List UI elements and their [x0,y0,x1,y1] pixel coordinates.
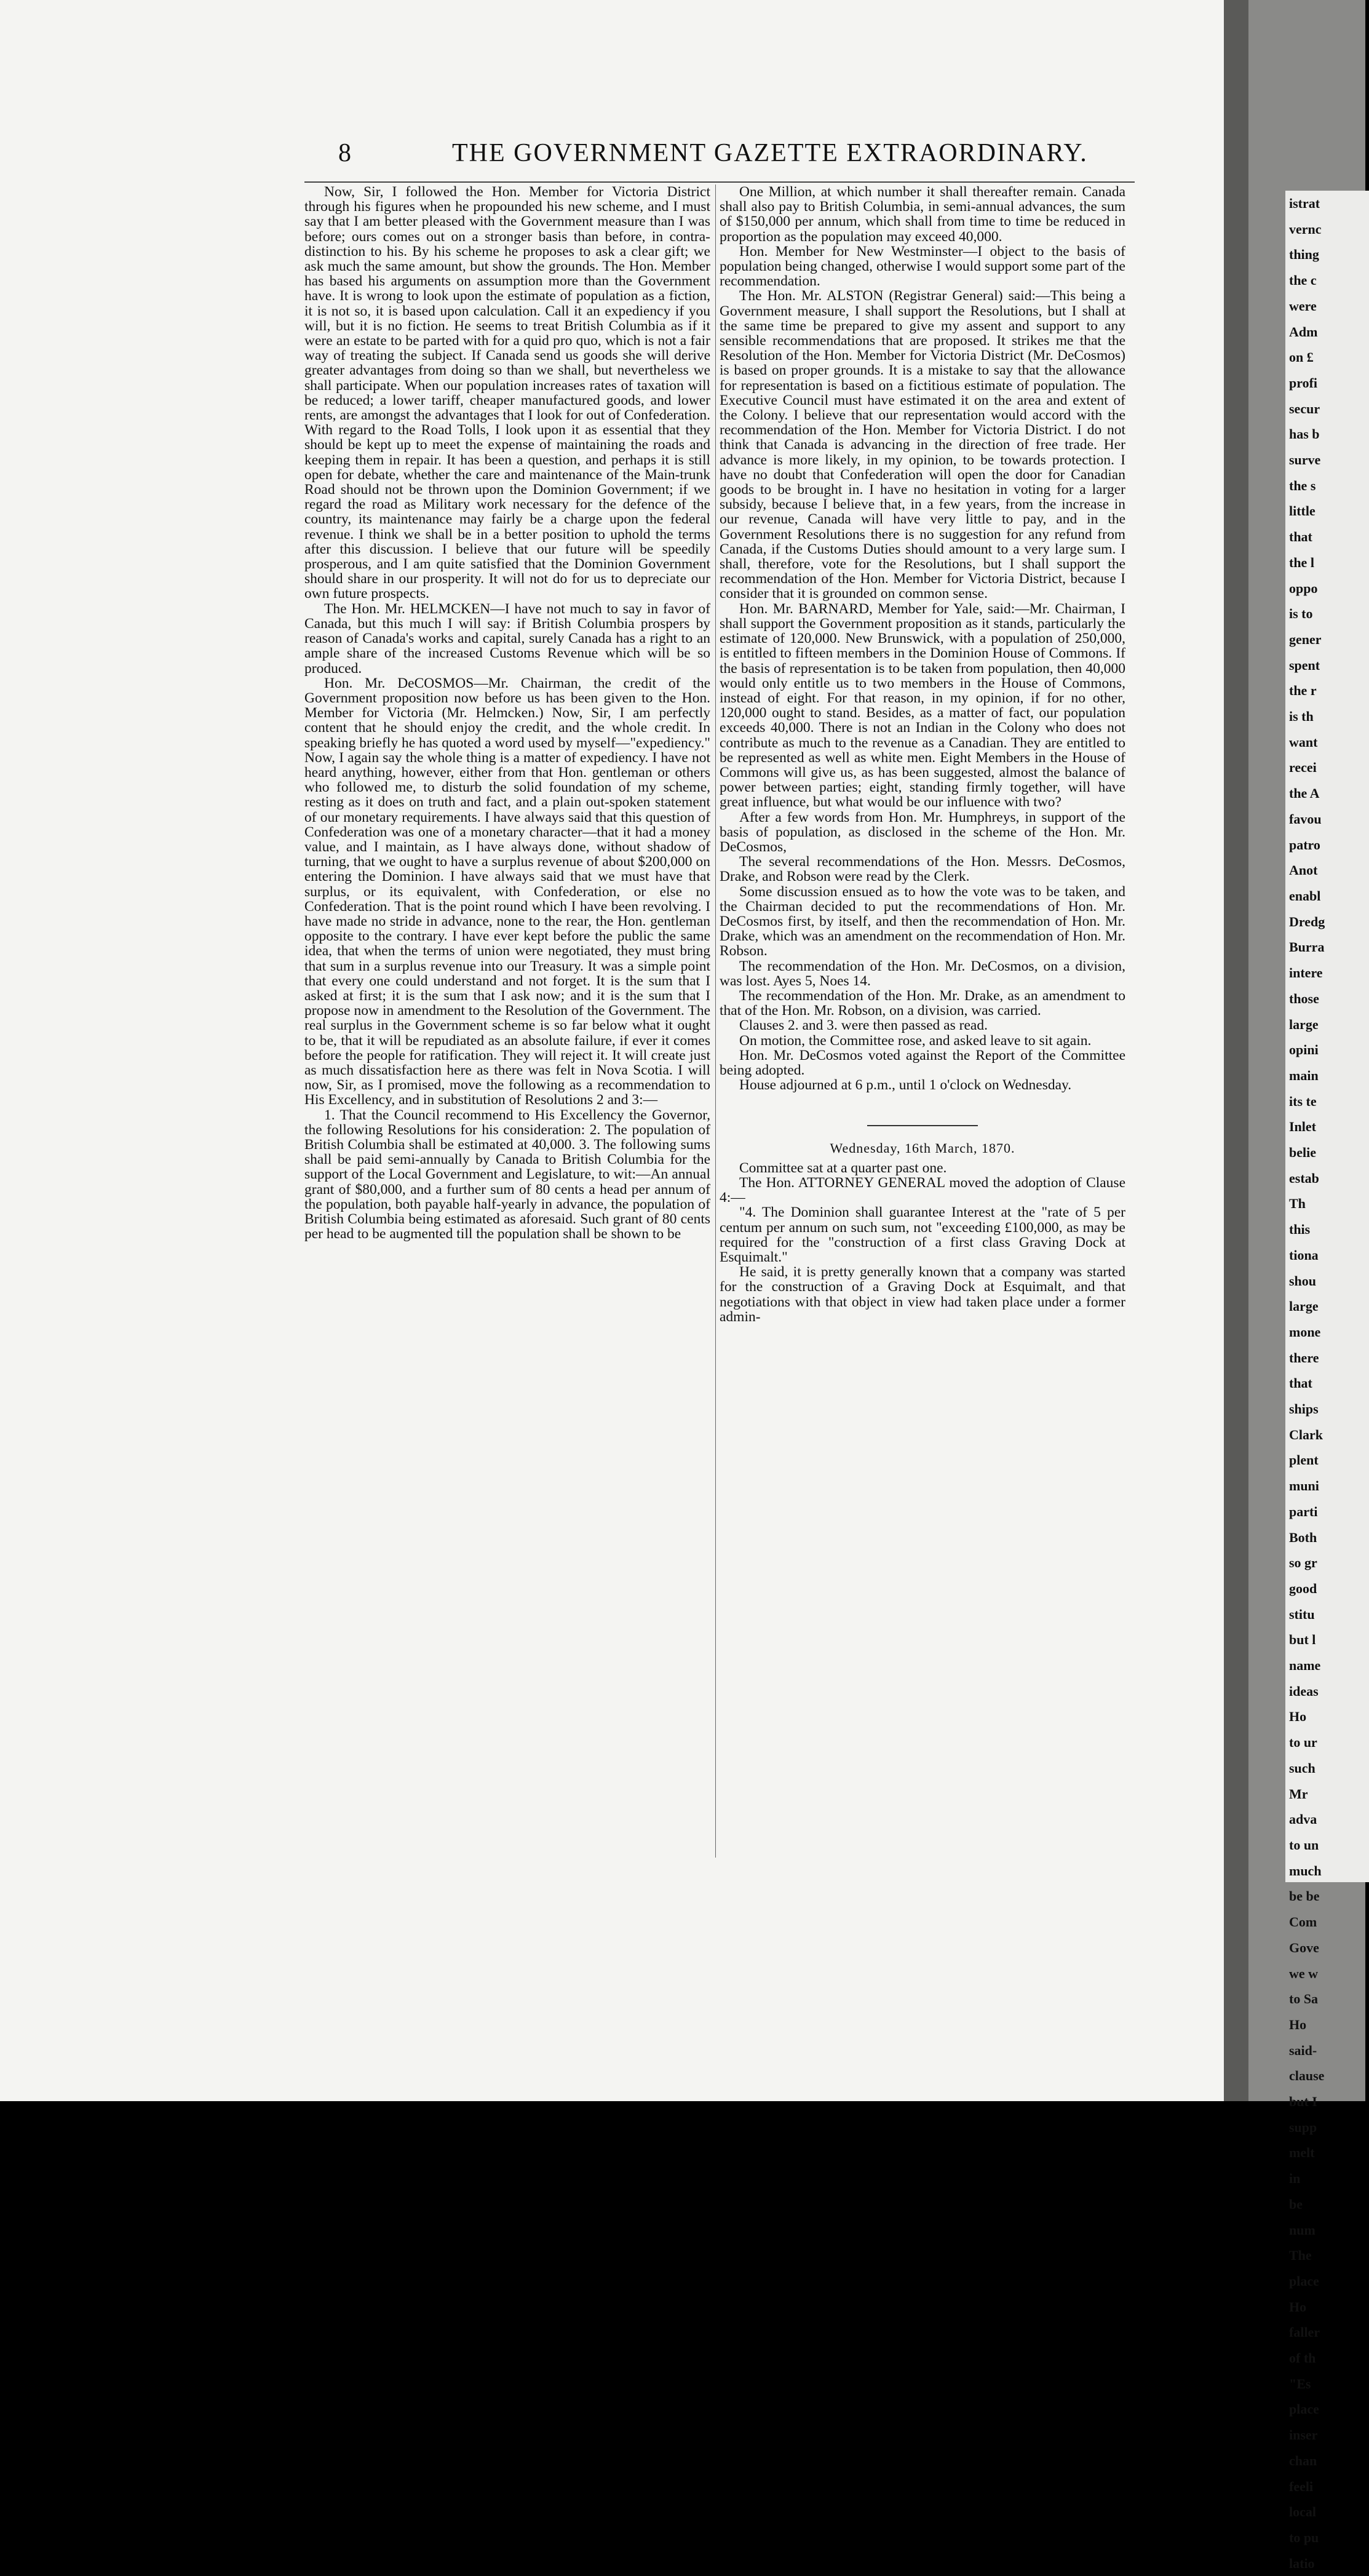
adjacent-text-fragment: said- [1289,2042,1317,2058]
adjacent-text-fragment: spent [1289,657,1320,673]
adjacent-text-fragment: Ho [1289,2016,1307,2032]
adjacent-text-fragment: be be [1289,1888,1320,1904]
adjacent-text-fragment: feeli [1289,2478,1314,2494]
column-divider [715,185,716,1858]
paragraph: Hon. Mr. BARNARD, Member for Yale, said:—Mr. Chairman, I shall support the Government proposition as it stands, particularly the estimate of 120,000. New Brunswick, with a population of 250,000, is entitled to fifteen members in the Dominion House of Commons. If the basis of representation is to be taken from population, then 40,000 would only entitle us to two members in the House of Commons, instead of eight. For that reason, in my opinion, if for no other, 120,000 ought to stand. Besides, as a matter of fact, our population exceeds 40,000. There is not an Indian in the Colony who does not contribute as much to the revenue as a Canadian. They are entitled to be represented as well as white men. Eight Members in the House of Commons will give us, as has been suggested, almost the balance of power between parties; eight, standing firmly together, will have great influence, but what would be our influence with two? [720,600,1125,811]
adjacent-text-fragment: ships [1289,1401,1319,1417]
adjacent-text-fragment: of th [1289,2350,1316,2366]
adjacent-text-fragment: good [1289,1580,1317,1596]
adjacent-text-fragment: Burra [1289,939,1325,955]
paragraph: The recommendation of the Hon. Mr. DeCosmos, on a division, was lost. Ayes 5, Noes 14. [720,958,1125,989]
adjacent-text-fragment: "Es [1289,2375,1311,2391]
adjacent-text-fragment: chan [1289,2452,1317,2468]
paragraph: He said, it is pretty generally known that a company was started for the construction of a Graving Dock at Esquimalt, and that negotiations with that object in view had taken place under a former admin- [720,1264,1125,1325]
adjacent-text-fragment: such [1289,1760,1315,1776]
adjacent-text-fragment: profi [1289,375,1318,391]
section-ornament [720,1117,1125,1132]
adjacent-text-fragment: to un [1289,1837,1319,1853]
adjacent-text-fragment: recei [1289,760,1317,776]
adjacent-text-fragment: name [1289,1658,1321,1674]
adjacent-text-fragment: favou [1289,811,1322,827]
adjacent-text-fragment: stitu [1289,1606,1315,1622]
adjacent-text-fragment: on £ [1289,349,1314,365]
adjacent-text-fragment: is to [1289,606,1313,622]
paragraph: The Hon. ATTORNEY GENERAL moved the adoption of Clause 4:— [720,1175,1125,1206]
adjacent-text-fragment: opini [1289,1042,1319,1058]
adjacent-text-fragment: the A [1289,785,1320,801]
adjacent-text-fragment: The [1289,2248,1312,2264]
adjacent-text-fragment: its te [1289,1093,1317,1109]
adjacent-text-fragment: want [1289,734,1318,750]
text-column-right [720,185,1125,1858]
adjacent-text-fragment: to ur [1289,1735,1317,1751]
adjacent-text-fragment: in [1289,2171,1301,2187]
paragraph: Hon. Member for New Westminster—I object to the basis of population being changed, otherwise I would support some part of the recommendation. [720,243,1125,290]
adjacent-text-fragment: so gr [1289,1555,1317,1571]
adjacent-text-fragment: place [1289,2401,1319,2417]
adjacent-text-fragment: muni [1289,1478,1319,1494]
adjacent-text-fragment: Gove [1289,1939,1319,1955]
adjacent-page-text [1285,191,1369,2571]
adjacent-text-fragment: Clark [1289,1426,1323,1442]
page-header [311,138,1208,175]
paragraph: Clauses 2. and 3. were then passed as read. [739,1017,988,1034]
adjacent-text-fragment: the r [1289,683,1317,699]
adjacent-text-fragment: large [1289,1016,1319,1032]
adjacent-text-fragment: istrat [1289,196,1320,211]
adjacent-text-fragment: oppo [1289,580,1318,596]
adjacent-text-fragment: clause [1289,2068,1325,2084]
adjacent-text-fragment: but I [1289,2094,1317,2110]
adjacent-text-fragment: place [1289,2273,1319,2289]
adjacent-text-fragment: the s [1289,477,1316,493]
adjacent-text-fragment: Mr [1289,1786,1308,1802]
paragraph: On motion, the Committee rose, and asked leave to sit again. [739,1032,1092,1049]
adjacent-text-fragment: vernc [1289,221,1322,237]
adjacent-text-fragment: intere [1289,965,1323,981]
adjacent-text-fragment: to Sa [1289,1991,1319,2007]
paragraph: Some discussion ensued as to how the vote was to be taken, and the Chairman decided to put the recommendations of Hon. Mr. DeCosmos first, by itself, and then the recommendation of Hon. Mr. Drake, which was an amendment on the recommendation of Hon. Mr. Robson. [720,883,1125,960]
paragraph: After a few words from Hon. Mr. Humphreys, in support of the basis of population, as disclosed in the scheme of the Hon. Mr. DeCosmos, [720,809,1125,855]
adjacent-text-fragment: belie [1289,1145,1316,1161]
adjacent-text-fragment: the l [1289,554,1314,570]
adjacent-text-fragment: be [1289,2196,1303,2212]
adjacent-text-fragment: Inlet [1289,1119,1316,1135]
adjacent-text-fragment: faller [1289,2324,1320,2340]
adjacent-text-fragment: Com [1289,1914,1317,1930]
adjacent-text-fragment: much [1289,1862,1322,1878]
paragraph: Committee sat at a quarter past one. [739,1159,947,1176]
adjacent-text-fragment: Adm [1289,324,1318,340]
adjacent-text-fragment: local [1289,2504,1316,2520]
adjacent-text-fragment: we w [1289,1965,1319,1981]
adjacent-text-fragment: this [1289,1222,1311,1238]
adjacent-text-fragment: patro [1289,837,1320,853]
adjacent-text-fragment: large [1289,1298,1319,1314]
adjacent-text-fragment: melt [1289,2145,1315,2161]
adjacent-text-fragment: that [1289,529,1312,545]
adjacent-text-fragment: is th [1289,709,1314,725]
paragraph: The several recommendations of the Hon. Messrs. DeCosmos, Drake, and Robson were read by the Clerk. [720,854,1125,885]
adjacent-text-fragment: latio [1289,2555,1315,2571]
adjacent-text-fragment: mone [1289,1324,1321,1340]
adjacent-text-fragment: Anot [1289,862,1318,878]
page-gutter-shadow [1224,0,1248,2101]
adjacent-text-fragment: main [1289,1067,1319,1083]
adjacent-text-fragment: enabl [1289,888,1321,904]
paragraph: The Hon. Mr. ALSTON (Registrar General) said:—This being a Government measure, I shall support the Resolutions, but I shall at the same time be prepared to give my assent and support to any sensible recommendations that are proposed. It strikes me that the Resolution of the Hon. Member for Victoria District (Mr. DeCosmos) is based on proper grounds. It is a mistake to say that the allowance for representation is based on a fictitious estimate of population. The Executive Council must have estimated it on the area and extent of the Colony. I believe that our representation would accord with the recommendation of the Hon. Member for Victoria District. I do not think that Canada is advancing in the direction of free trade. Her advance is more likely, in my opinion, to be towards protection. I have no doubt that Confederation will open the door for Canadian goods to be brought in. I have no hesitation in voting for a larger subsidy, because I believe that, in a few years, from the increase in our revenue, Canada will have very little to pay, and in the Government Resolutions there is no suggestion for any refund from Canada, if the Customs Duties should amount to a very large sum. I shall, therefore, vote for the Resolutions, but I shall support the recommendation of the Hon. Member for Victoria District, because I consider that it is grounded on common sense. [720,288,1125,602]
adjacent-text-fragment: inser [1289,2427,1318,2443]
adjacent-text-fragment: but l [1289,1632,1316,1648]
adjacent-text-fragment: parti [1289,1503,1318,1519]
adjacent-text-fragment: surve [1289,452,1321,468]
paragraph: One Million, at which number it shall thereafter remain. Canada shall also pay to British Columbia, in semi-annual advances, the sum of $150,000 per annum, which shall from time to time be reduced in proportion as the population may exceed 40,000. [720,184,1125,245]
paragraph: 1. That the Council recommend to His Excellency the Governor, the following Resolutions for his consideration: 2. The population of British Columbia shall be estimated at 40,000. 3. The following sums shall be paid semi-annually by Canada to British Columbia for the support of the Local Government and Legislature, to wit:—An annual grant of $80,000, and a further sum of 80 cents a head per annum of the population, both payable half-yearly in advance, the population of British Columbia being estimated as aforesaid. Such grant of 80 cents per head to be augmented till the population shall be shown to be [304,1107,710,1242]
adjacent-text-fragment: there [1289,1350,1319,1366]
page-number: 8 [338,139,351,167]
adjacent-text-fragment: Th [1289,1196,1306,1212]
adjacent-text-fragment: estab [1289,1170,1319,1186]
adjacent-text-fragment: those [1289,990,1319,1006]
adjacent-text-fragment: gener [1289,631,1322,647]
adjacent-page-edge [1224,0,1365,2571]
adjacent-text-fragment: Ho [1289,1709,1307,1725]
paragraph: Hon. Mr. DeCosmos voted against the Report of the Committee being adopted. [720,1047,1125,1078]
gazette-title: THE GOVERNMENT GAZETTE EXTRAORDINARY. [452,139,1088,167]
paragraph: Now, Sir, I followed the Hon. Member for Victoria District through his figures when he propounded his new scheme, and I must say that I am better pleased with the Government measure than I was before; ours comes out on a stronger basis than before, in contra-distinction to his. By his scheme he proposes to ask a clear gift; we ask much the same amount, but show the grounds. The Hon. Member has based his arguments on assumption more than the Government have. It is wrong to look upon the estimate of population as a fiction, it is not so, it is based upon calculation. Call it an expediency if you will, but it is no fiction. He seems to treat British Columbia as if it were an estate to be parted with for a quid pro quo, which is not a fair way of treating the subject. If Canada send us goods she will derive greater advantages from doing so than we shall, but nevertheless we shall participate. When our population increases rates of taxation will be reduced; a lower tariff, cheaper manufactured goods, and lower rents, are amongst the advantages that I look for out of Confederation. With regard to the Road Tolls, I look upon it as essential that they should be kept up to meet the expense of maintaining the roads and keeping them in repair. It has been a question, and perhaps it is still open for debate, whether the care and maintenance of the Main-trunk Road should not be thrown upon the Dominion Government; if we regard the road as Military work necessary for the defence of the country, its maintenance may fairly be a charge upon the federal revenue. I think we shall be in a better position to uphold the terms after this discussion. I believe that our future will be speedily prosperous, and I am quite satisfied that the Dominion Government should share in our prosperity. It will not do for us to depreciate our own future prospects. [304,184,710,602]
adjacent-text-fragment: that [1289,1375,1312,1391]
adjacent-text-fragment: tiona [1289,1247,1319,1263]
adjacent-text-fragment: adva [1289,1811,1317,1827]
adjacent-text-fragment: Dredg [1289,913,1325,929]
paragraph: Hon. Mr. DeCOSMOS—Mr. Chairman, the credit of the Government proposition now before us has been given to the Hon. Member for Victoria (Mr. Helmcken.) Now, Sir, I am perfectly content that he should enjoy the credit, and the whole credit. In speaking briefly he has quoted a word used by myself—"expediency." Now, I again say the whole thing is a matter of expediency. I have not heard anything, however, either from that Hon. gentleman or others who followed me, to disturb the solid foundation of my scheme, resting as it does on truth and fact, and a plain out-spoken statement of our monetary requirements. I have always said that this question of Confederation was one of a monetary character—that it had a money value, and I maintain, as I have always done, without shadow of turning, that we ought to have a surplus revenue of about $200,000 on entering the Dominion. I have always said that we must have that surplus, or its equivalent, with Confederation, or else no Confederation. That is the point round which I have been revolving. I have made no stride in advance, none to the rear, the Hon. gentleman opposite to the contrary. I have ever kept before the public the same idea, that when the terms of union were negotiated, they must bring that sum in a surplus revenue into our Treasury. It was a simple point that every one could understand and not forget. It is the sum that I asked at first; it is the sum that I ask now; and it is the sum that I propose now in amendment to the Resolution of the Government. The real surplus in the Government scheme is so far below what it ought to be, that it will be repudiated as an absolute failure, if ever it comes before the people for ratification. They will reject it. It will create just as much dissatisfaction here as there was felt in Nova Scotia. I will now, Sir, as I promised, move the following as a recommendation to His Excellency, and in substitution of Resolutions 2 and 3:— [304,675,710,1108]
adjacent-text-fragment: little [1289,503,1315,519]
paragraph: The Hon. Mr. HELMCKEN—I have not much to say in favor of Canada, but this much I will say: if British Columbia prospers by reason of Canada's works and capital, surely Canada has a right to an ample share of the increased Customs Revenue which will be so produced. [304,600,710,677]
adjacent-text-fragment: num [1289,2222,1315,2238]
date-heading: Wednesday, 16th March, 1870. [830,1140,1015,1156]
adjacent-text-fragment: shou [1289,1273,1317,1289]
adjacent-text-fragment: Both [1289,1529,1317,1545]
adjacent-text-fragment: supp [1289,2119,1317,2135]
adjacent-text-fragment: thing [1289,247,1319,263]
adjacent-text-fragment: plent [1289,1452,1319,1468]
adjacent-text-fragment: ideas [1289,1683,1319,1699]
paragraph: House adjourned at 6 p.m., until 1 o'clock on Wednesday. [739,1077,1072,1094]
adjacent-text-fragment: Ho [1289,2299,1307,2315]
adjacent-text-fragment: the c [1289,272,1317,288]
header-rule [304,181,1135,183]
adjacent-text-fragment: has b [1289,426,1320,442]
adjacent-text-fragment: secur [1289,400,1320,416]
paragraph: "4. The Dominion shall guarantee Interest at the "rate of 5 per centum per annum on such sum, not "exceeding £100,000, as may be required for the "construction of a first class Graving Dock at Esquimalt." [720,1204,1125,1266]
adjacent-text-fragment: to pu [1289,2529,1319,2545]
adjacent-text-fragment: were [1289,298,1317,314]
text-column-left [304,185,710,1858]
paragraph: The recommendation of the Hon. Mr. Drake, as an amendment to that of the Hon. Mr. Robson, on a division, was carried. [720,987,1125,1019]
